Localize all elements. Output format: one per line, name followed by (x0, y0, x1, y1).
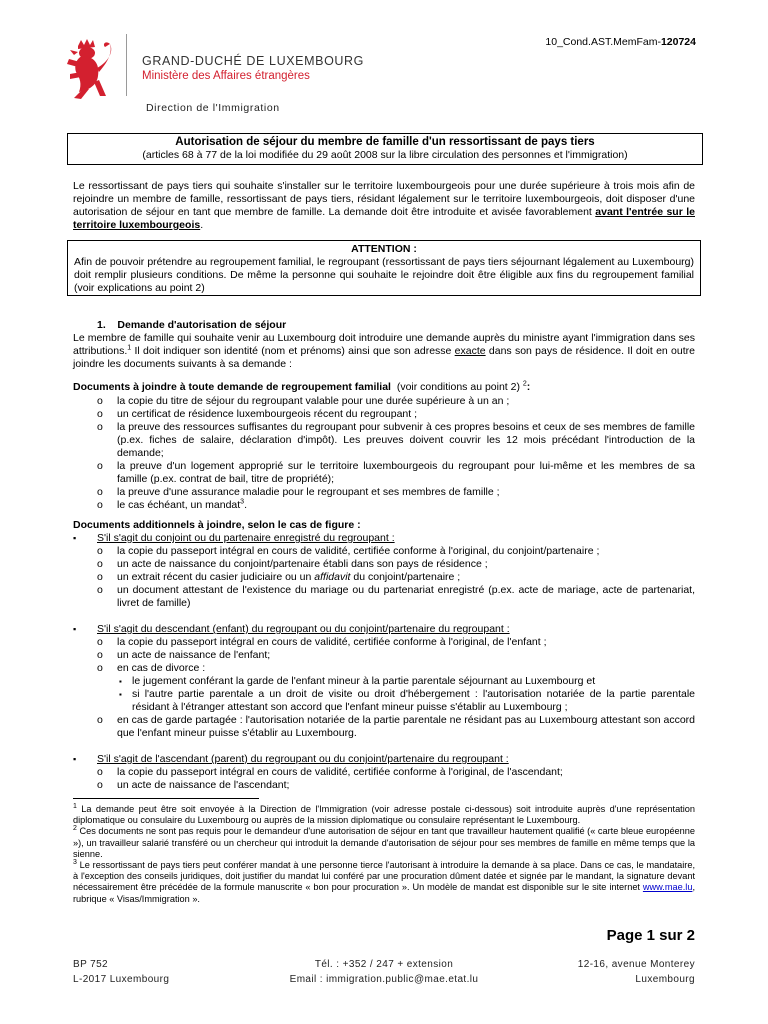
list-item (73, 571, 695, 584)
footnote-2 (73, 826, 695, 860)
footnote-ref-2: 2 (522, 380, 527, 388)
circle-bullet-icon: o (97, 662, 103, 674)
docs-additional-list (73, 519, 695, 792)
list-item-text: en cas de divorce : (117, 662, 206, 674)
list-item (73, 779, 695, 792)
footnote-text: Le ressortissant de pays tiers peut conférer mandat à une personne tierce l'autorisant à introduire la demande à sa place. Dans ce cas, le mandataire, à l'exception des conseils juridiques, doit justifier du mandat lui conféré par une procuration dûment datée et signée par le mandant, la signature devant nécessairement être précédée de la formule manuscrite « bon pour procuration ». Un modèle de mandat est disponible sur le site internet (73, 860, 695, 893)
ministry-name: Ministère des Affaires étrangères (142, 70, 310, 82)
circle-bullet-icon: o (97, 421, 103, 433)
list-item-text: la copie du passeport intégral en cours de validité, certifiée conforme à l'original, de l'ascendant; (117, 766, 563, 778)
intro-emphasis: avant l'entrée sur le territoire luxembourgeois (73, 206, 695, 231)
circle-bullet-icon: o (97, 766, 103, 778)
footnote-divider (73, 798, 259, 799)
sub-list-item (73, 688, 695, 714)
circle-bullet-icon: o (97, 649, 103, 661)
intro-text: Le ressortissant de pays tiers qui souhaite s'installer sur le territoire luxembourgeois pour une durée supérieure à trois mois afin de rejoindre un membre de famille, ressortissant de pays tiers, résidant légalement sur le territoire luxembourgeois, doit disposer d'une autorisation de séjour en tant que membre de famille. La demande doit être introduite et avisée favorablement (73, 180, 695, 218)
footnote-number: 1 (73, 802, 77, 810)
square-bullet-icon: ▪ (73, 533, 77, 543)
case-child (73, 623, 695, 636)
list-item-text: la copie du passeport intégral en cours de validité, certifiée conforme à l'original, du conjoint/partenaire ; (117, 545, 600, 557)
footnote-ref-1: 1 (127, 344, 132, 352)
footer-street-address: 12-16, avenue Monterey (577, 959, 695, 970)
circle-bullet-icon: o (97, 499, 103, 511)
list-item (73, 558, 695, 571)
circle-bullet-icon: o (97, 584, 103, 596)
list-item-text: en cas de garde partagée : l'autorisation notariée de la partie parentale ne résidant pas au Luxembourg attestant son accord que l'enfant mineur puisse s'établir au Luxembourg. (117, 714, 695, 739)
list-item (73, 395, 695, 408)
circle-bullet-icon: o (97, 558, 103, 570)
list-item (73, 486, 695, 499)
affidavit-word: affidavit (314, 571, 351, 583)
footer-po-box: BP 752 (73, 959, 109, 970)
docs-required-colon: : (526, 381, 531, 393)
list-item (73, 545, 695, 558)
list-item-text: la preuve d'une assurance maladie pour le regroupant et ses membres de famille ; (117, 486, 500, 498)
list-item-text: un document attestant de l'existence du mariage ou du partenariat enregistré (p.ex. acte de mariage, acte de partenariat, livret de famille) (117, 584, 695, 609)
footer-city: Luxembourg (635, 974, 695, 985)
circle-bullet-icon: o (97, 636, 103, 648)
circle-bullet-icon: o (97, 779, 103, 791)
footnote-number: 2 (73, 825, 77, 833)
document-title: Autorisation de séjour du membre de famille d'un ressortissant de pays tiers (175, 136, 595, 148)
document-reference (545, 36, 696, 48)
case-parent (73, 753, 695, 766)
footnote-3 (73, 860, 695, 905)
case-label: S'il s'agit du descendant (enfant) du regroupant ou du conjoint/partenaire du regroupant : (97, 623, 510, 635)
footnote-number: 3 (73, 858, 77, 866)
circle-bullet-icon: o (97, 545, 103, 557)
list-item (73, 584, 695, 610)
doc-ref-prefix: 10_Cond.AST.MemFam- (545, 36, 661, 48)
footnote-text-end: , rubrique « Visas/Immigration ». (73, 882, 695, 904)
direction-name: Direction de l'Immigration (146, 102, 280, 114)
list-item-end: . (244, 499, 247, 511)
section-1 (73, 319, 695, 371)
circle-bullet-icon: o (97, 571, 103, 583)
list-item (73, 460, 695, 486)
sub-list-item-text: si l'autre partie parentale a un droit de visite ou droit d'hébergement : l'autorisation notariée de la partie parentale résidant à l'étranger attestant son accord que l'enfant mineur puisse s'établir au Luxembourg ; (132, 688, 695, 713)
case-label: S'il s'agit de l'ascendant (parent) du regroupant ou du conjoint/partenaire du regroupant : (97, 753, 509, 765)
footer-phone: Tél. : +352 / 247 + extension (314, 959, 454, 970)
attention-box (67, 240, 701, 296)
list-item-text: un acte de naissance de l'ascendant; (117, 779, 290, 791)
list-item-text: la preuve d'un logement approprié sur le territoire luxembourgeois du regroupant pour lui-même et les membres de sa famille (p.ex. contrat de bail, titre de propriété); (117, 460, 695, 485)
list-item (73, 421, 695, 460)
list-item-text-end: du conjoint/partenaire ; (350, 571, 461, 583)
list-item-text: la copie du titre de séjour du regroupant valable pour une durée supérieure à un an ; (117, 395, 510, 407)
circle-bullet-icon: o (97, 714, 103, 726)
circle-bullet-icon: o (97, 486, 103, 498)
docs-required-list (73, 395, 695, 512)
attention-text: Afin de pouvoir prétendre au regroupement familial, le regroupant (ressortissant de pays tiers séjournant légalement au Luxembourg) doit remplir plusieurs conditions. De même la personne qui souhaite le rejoindre doit être éligible aux fins du regroupement familial (voir explications au point 2) (74, 256, 694, 294)
header-divider (126, 34, 127, 96)
title-box (67, 133, 703, 165)
list-item-text: un acte de naissance de l'enfant; (117, 649, 271, 661)
square-bullet-icon: ▪ (119, 690, 122, 699)
square-bullet-icon: ▪ (73, 754, 77, 764)
footnote-1 (73, 804, 695, 826)
square-bullet-icon: ▪ (73, 624, 77, 634)
square-bullet-icon: ▪ (119, 677, 122, 686)
sub-list-item (73, 675, 695, 688)
list-item-text: le cas échéant, un mandat (117, 499, 241, 511)
list-item-text: un acte de naissance du conjoint/partenaire établi dans son pays de résidence ; (117, 558, 488, 570)
case-label: S'il s'agit du conjoint ou du partenaire enregistré du regroupant : (97, 532, 395, 544)
list-item (73, 662, 695, 675)
section-1-text: Le membre de famille qui souhaite venir au Luxembourg doit introduire une demande auprès du ministre ayant l'immigration dans ses attributions. (73, 332, 695, 357)
mae-link[interactable]: www.mae.lu (642, 882, 693, 893)
section-1-paragraph (73, 332, 695, 371)
list-item (73, 636, 695, 649)
footnote-ref-3: 3 (240, 498, 245, 506)
docs-required-heading: Documents à joindre à toute demande de regroupement familial (73, 381, 391, 393)
circle-bullet-icon: o (97, 460, 103, 472)
footnote-text: Ces documents ne sont pas requis pour le demandeur d'une autorisation de séjour en tant que travailleur hautement qualifié (« carte bleue européenne »), un travailleur salarié transféré ou un chercheur qui introduit la demande d'autorisation de séjour pour ses membres de famille en même temps que la sienne. (73, 826, 695, 859)
attention-heading: ATTENTION : (351, 243, 417, 255)
list-item-text: la copie du passeport intégral en cours de validité, certifiée conforme à l'original, de l'enfant ; (117, 636, 547, 648)
spacer (73, 740, 695, 753)
footer-street (578, 957, 695, 987)
docs-required-title (73, 381, 530, 393)
document-subtitle: (articles 68 à 77 de la loi modifiée du 29 août 2008 sur la libre circulation des personnes et l'immigration) (142, 149, 628, 161)
list-item (73, 408, 695, 421)
intro-end: . (200, 219, 204, 231)
footer-email: Email : immigration.public@mae.etat.lu (289, 974, 479, 985)
footnote-text: La demande peut être soit envoyée à la Direction de l'Immigration (voir adresse postale ci-dessous) soit introduite auprès d'une représentation diplomatique ou consulaire du Luxembourg ou auprès de la mission diplomatique ou consulaire représentant le Luxembourg. (73, 804, 695, 826)
circle-bullet-icon: o (97, 408, 103, 420)
case-spouse (73, 532, 695, 545)
list-item-text: un certificat de résidence luxembourgeois récent du regroupant ; (117, 408, 418, 420)
list-item-text: un extrait récent du casier judiciaire ou un (117, 571, 315, 583)
red-lion-icon (64, 38, 116, 102)
spacer (73, 610, 695, 623)
section-1-text-2: Il doit indiquer son identité (nom et prénoms) ainsi que son adresse (131, 345, 455, 357)
exacte-word: exacte (454, 345, 486, 357)
doc-ref-number: 120724 (660, 36, 696, 48)
page-number: Page 1 sur 2 (606, 927, 695, 944)
list-item (73, 649, 695, 662)
list-item (73, 766, 695, 779)
section-1-heading: 1. Demande d'autorisation de séjour (97, 319, 287, 331)
intro-paragraph (73, 180, 695, 232)
footer-postcode: L-2017 Luxembourg (73, 974, 170, 985)
docs-additional-heading: Documents additionnels à joindre, selon le cas de figure : (73, 519, 361, 531)
section-1-text-3: dans son pays de résidence. Il doit en outre joindre les documents suivants à sa demande : (73, 345, 695, 370)
sub-list-item-text: le jugement conférant la garde de l'enfant mineur à la partie parentale séjournant au Luxembourg et (132, 675, 596, 687)
circle-bullet-icon: o (97, 395, 103, 407)
list-item-text: la preuve des ressources suffisantes du regroupant pour subvenir à ces propres besoins et ceux de ses membres de famille (p.ex. fiches de salaire, déclaration d'impôt). Les preuves doivent couvrir les 12 mois précédant l'introduction de la demande; (117, 421, 695, 459)
country-name: GRAND-DUCHÉ DE LUXEMBOURG (142, 54, 364, 68)
list-item (73, 499, 695, 512)
docs-required-note: (voir conditions au point 2) (390, 381, 523, 393)
list-item (73, 714, 695, 740)
footnotes (73, 804, 695, 905)
